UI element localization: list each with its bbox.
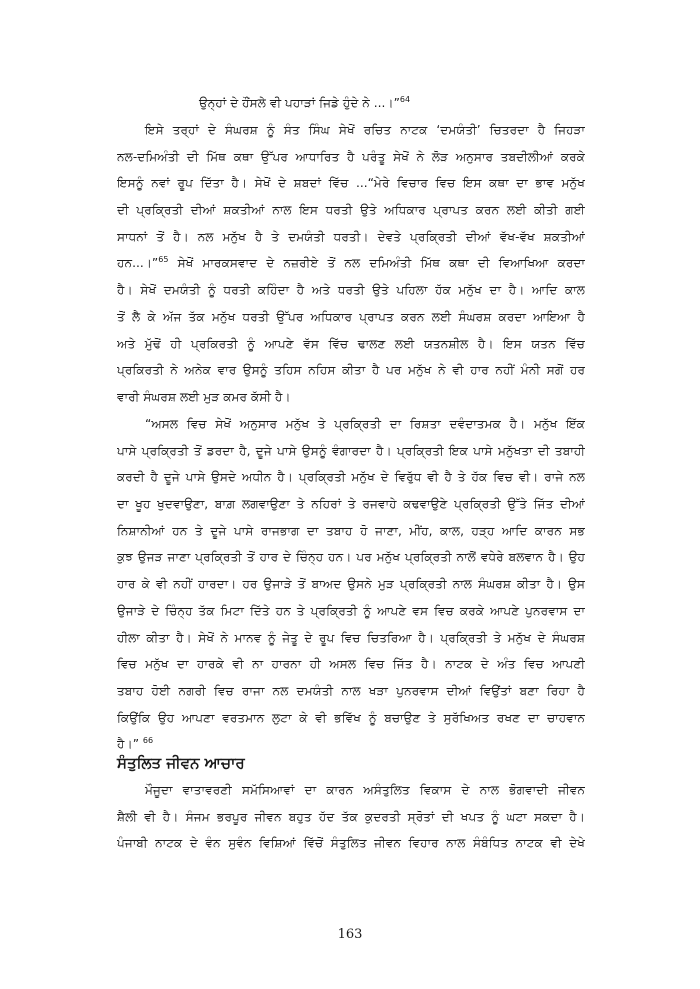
- paragraph-line: ਦੀ ਪ੍ਰਕ੍ਰਿਤੀ ਦੀਆਂ ਸ਼ਕਤੀਆਂ ਨਾਲ ਇਸ ਧਰਤੀ ਉਤੇ ਅਧਿਕਾਰ ਪ੍ਰਾਪਤ ਕਰਨ ਲਈ ਕੀਤੀ ਗਈ: [117, 203, 585, 218]
- paragraph-3: [117, 777, 585, 857]
- section-heading: ਸੰਤੁਲਿਤ ਜੀਵਨ ਆਚਾਰ: [117, 754, 245, 772]
- paragraph-line: ਸਾਧਨਾਂ ਤੋਂ ਹੈ। ਨਲ ਮਨੁੱਖ ਹੈ ਤੇ ਦਮਯੰਤੀ ਧਰਤੀ। ਦੇਵਤੇ ਪ੍ਰਕ੍ਰਿਤੀ ਦੀਆਂ ਵੱਖ-ਵੱਖ ਸ਼ਕਤੀਆਂ: [117, 229, 585, 244]
- paragraph-line: ਮੌਜੂਦਾ ਵਾਤਾਵਰਣੀ ਸਮੱਸਿਆਵਾਂ ਦਾ ਕਾਰਨ ਅਸੰਤੁਲਿਤ ਵਿਕਾਸ ਦੇ ਨਾਲ ਭੋਗਵਾਦੀ ਜੀਵਨ: [145, 783, 585, 797]
- paragraph-line: ਪੰਜਾਬੀ ਨਾਟਕ ਦੇ ਵੰਨ ਸੁਵੰਨ ਵਿਸ਼ਿਆਂ ਵਿੱਚੋਂ ਸੰਤੁਲਿਤ ਜੀਵਨ ਵਿਹਾਰ ਨਾਲ ਸੰਬੰਧਿਤ ਨਾਟਕ ਵੀ ਦੇਖੇ: [117, 836, 585, 851]
- paragraph-line: ਕਰਦੀ ਹੈ ਦੂਜੇ ਪਾਸੇ ਉਸਦੇ ਅਧੀਨ ਹੈ। ਪ੍ਰਕ੍ਰਿਤੀ ਮਨੁੱਖ ਦੇ ਵਿਰੁੱਧ ਵੀ ਹੈ ਤੇ ਹੱਕ ਵਿਚ ਵੀ। ਰਾਜੇ ਨਲ: [117, 470, 585, 485]
- paragraph-line: ਹਾਰ ਕੇ ਵੀ ਨਹੀਂ ਹਾਰਦਾ। ਹਰ ਉਜਾੜੇ ਤੋਂ ਬਾਅਦ ਉਸਨੇ ਮੁੜ ਪ੍ਰਕ੍ਰਿਤੀ ਨਾਲ ਸੰਘਰਸ਼ ਕੀਤਾ ਹੈ। ਉਸ: [117, 577, 585, 592]
- paragraph-line: ਤਬਾਹ ਹੋਈ ਨਗਰੀ ਵਿਚ ਰਾਜਾ ਨਲ ਦਮਯੰਤੀ ਨਾਲ ਖੜਾ ਪੁਨਰਵਾਸ ਦੀਆਂ ਵਿਉਂਤਾਂ ਬਣਾ ਰਿਹਾ ਹੈ: [117, 683, 585, 698]
- paragraph-line: ਪ੍ਰਕਿਰਤੀ ਨੇ ਅਨੇਕ ਵਾਰ ਉਸਨੂੰ ਤਹਿਸ ਨਹਿਸ ਕੀਤਾ ਹੈ ਪਰ ਮਨੁੱਖ ਨੇ ਵੀ ਹਾਰ ਨਹੀਂ ਮੰਨੀ ਸਗੋਂ ਹਰ: [117, 363, 585, 378]
- footnote-ref-66: 66: [142, 736, 154, 746]
- paragraph-line: ਵਿਚ ਮਨੁੱਖ ਦਾ ਹਾਰਕੇ ਵੀ ਨਾ ਹਾਰਨਾ ਹੀ ਅਸਲ ਵਿਚ ਜਿੱਤ ਹੈ। ਨਾਟਕ ਦੇ ਅੰਤ ਵਿਚ ਆਪਣੀ: [117, 657, 585, 672]
- paragraph-line: ਦਾ ਖੂਹ ਖੁਦਵਾਉਣਾ, ਬਾਗ਼ ਲਗਵਾਉਣਾ ਤੇ ਨਹਿਰਾਂ ਤੇ ਰਜਵਾਹੇ ਕਢਵਾਉਣੇ ਪ੍ਰਕ੍ਰਿਤੀ ਉੱਤੇ ਜਿੱਤ ਦੀਆਂ: [117, 497, 585, 512]
- paragraph-line: ਪਾਸੇ ਪ੍ਰਕ੍ਰਿਤੀ ਤੋਂ ਡਰਦਾ ਹੈ, ਦੂਜੇ ਪਾਸੇ ਉਸਨੂੰ ਵੰਗਾਰਦਾ ਹੈ। ਪ੍ਰਕ੍ਰਿਤੀ ਇਕ ਪਾਸੇ ਮਨੁੱਖਤਾ ਦੀ ਤਬਾਹੀ: [117, 443, 585, 458]
- quote-block: [117, 90, 585, 117]
- paragraph-line: ਹੈ।” $^{66}$: [117, 736, 154, 752]
- paragraph-line: ਤੋਂ ਲੈ ਕੇ ਅੱਜ ਤੱਕ ਮਨੁੱਖ ਧਰਤੀ ਉੱਪਰ ਅਧਿਕਾਰ ਪ੍ਰਾਪਤ ਕਰਨ ਲਈ ਸੰਘਰਸ਼ ਕਰਦਾ ਆਇਆ ਹੈ: [117, 309, 585, 324]
- paragraph-line: ਨਲ-ਦਮਿਅੰਤੀ ਦੀ ਮਿੱਥ ਕਥਾ ਉੱਪਰ ਆਧਾਰਿਤ ਹੈ ਪਰੰਤੂ ਸੇਖੋਂ ਨੇ ਲੋੜ ਅਨੁਸਾਰ ਤਬਦੀਲੀਆਂ ਕਰਕੇ: [117, 149, 585, 164]
- paragraph-line: ਸ਼ੈਲੀ ਵੀ ਹੈ। ਸੰਜਮ ਭਰਪੂਰ ਜੀਵਨ ਬਹੁਤ ਹੱਦ ਤੱਕ ਕੁਦਰਤੀ ਸ੍ਰੋਤਾਂ ਦੀ ਖਪਤ ਨੂੰ ਘਟਾ ਸਕਦਾ ਹੈ।: [117, 809, 585, 824]
- paragraph-1: [117, 117, 585, 411]
- paragraph-line: ਇਸੇ ਤਰ੍ਹਾਂ ਦੇ ਸੰਘਰਸ਼ ਨੂੰ ਸੰਤ ਸਿੰਘ ਸੇਖੋਂ ਰਚਿਤ ਨਾਟਕ ‘ਦਮਯੰਤੀ’ ਚਿਤਰਦਾ ਹੈ ਜਿਹੜਾ: [145, 123, 585, 137]
- paragraph-line: ਹੈ। ਸੇਖੋਂ ਦਮਯੰਤੀ ਨੂੰ ਧਰਤੀ ਕਹਿੰਦਾ ਹੈ ਅਤੇ ਧਰਤੀ ਉਤੇ ਪਹਿਲਾ ਹੱਕ ਮਨੁੱਖ ਦਾ ਹੈ। ਆਦਿ ਕਾਲ: [117, 283, 585, 298]
- paragraph-line: ਨਿਸ਼ਾਨੀਆਂ ਹਨ ਤੇ ਦੂਜੇ ਪਾਸੇ ਰਾਜਭਾਗ ਦਾ ਤਬਾਹ ਹੋ ਜਾਣਾ, ਮੀਂਹ, ਕਾਲ, ਹੜ੍ਹ ਆਦਿ ਕਾਰਨ ਸਭ: [117, 523, 585, 538]
- paragraph-line: ਹਨ...।”$^{65}$ ਸੇਖੋਂ ਮਾਰਕਸਵਾਦ ਦੇ ਨਜ਼ਰੀਏ ਤੋਂ ਨਲ ਦਮਿਅੰਤੀ ਮਿੱਥ ਕਥਾ ਦੀ ਵਿਆਖਿਆ ਕਰਦਾ: [117, 255, 585, 271]
- paragraph-line: ਕੁਝ ਉਜੜ ਜਾਣਾ ਪ੍ਰਕ੍ਰਿਤੀ ਤੋਂ ਹਾਰ ਦੇ ਚਿੰਨ੍ਹ ਹਨ। ਪਰ ਮਨੁੱਖ ਪ੍ਰਕ੍ਰਿਤੀ ਨਾਲੋਂ ਵਧੇਰੇ ਬਲਵਾਨ ਹੈ। ਉਹ: [117, 550, 585, 565]
- footnote-ref-64: 64: [399, 94, 411, 104]
- footnote-ref-65: 65: [158, 255, 169, 265]
- quote-line: ਉਨ੍ਹਾਂ ਦੇ ਹੌਂਸਲੇ ਵੀ ਪਹਾੜਾਂ ਜਿਡੇ ਹੁੰਦੇ ਨੇ ...।”$^{64}$: [199, 94, 411, 110]
- paragraph-line: ਇਸਨੂੰ ਨਵਾਂ ਰੂਪ ਦਿੱਤਾ ਹੈ। ਸੇਖੋਂ ਦੇ ਸ਼ਬਦਾਂ ਵਿੱਚ ...“ਮੇਰੇ ਵਿਚਾਰ ਵਿਚ ਇਸ ਕਥਾ ਦਾ ਭਾਵ ਮਨੁੱਖ: [117, 176, 585, 191]
- paragraph-line: ਕਿਉਂਕਿ ਉਹ ਆਪਣਾ ਵਰਤਮਾਨ ਲੁਟਾ ਕੇ ਵੀ ਭਵਿੱਖ ਨੂੰ ਬਚਾਉਣ ਤੇ ਸੁਰੱਖਿਅਤ ਰਖਣ ਦਾ ਚਾਹਵਾਨ: [117, 710, 585, 725]
- paragraph-2-quote: [117, 411, 585, 758]
- paragraph-line: ਅਤੇ ਮੁੱਢੋਂ ਹੀ ਪ੍ਰਕਿਰਤੀ ਨੂੰ ਆਪਣੇ ਵੱਸ ਵਿੱਚ ਢਾਲਣ ਲਈ ਯਤਨਸ਼ੀਲ ਹੈ। ਇਸ ਯਤਨ ਵਿੱਚ: [117, 336, 585, 351]
- paragraph-line: ਹੀਲਾ ਕੀਤਾ ਹੈ। ਸੇਖੋਂ ਨੇ ਮਾਨਵ ਨੂੰ ਜੇਤੂ ਦੇ ਰੂਪ ਵਿਚ ਚਿਤਰਿਆ ਹੈ। ਪ੍ਰਕ੍ਰਿਤੀ ਤੇ ਮਨੁੱਖ ਦੇ ਸੰਘਰਸ਼: [117, 630, 585, 645]
- page-number: 163: [337, 927, 363, 942]
- paragraph-line: ਵਾਰੀ ਸੰਘਰਸ਼ ਲਈ ਮੁੜ ਕਮਰ ਕੱਸੀ ਹੈ।: [117, 389, 291, 404]
- paragraph-line: ਉਜਾੜੇ ਦੇ ਚਿੰਨ੍ਹ ਤੱਕ ਮਿਟਾ ਦਿੱਤੇ ਹਨ ਤੇ ਪ੍ਰਕ੍ਰਿਤੀ ਨੂੰ ਆਪਣੇ ਵਸ ਵਿਚ ਕਰਕੇ ਆਪਣੇ ਪੁਨਰਵਾਸ ਦਾ: [117, 603, 585, 618]
- paragraph-line: “ਅਸਲ ਵਿਚ ਸੇਖੋਂ ਅਨੁਸਾਰ ਮਨੁੱਖ ਤੇ ਪ੍ਰਕ੍ਰਿਤੀ ਦਾ ਰਿਸ਼ਤਾ ਦਵੰਦਾਤਮਕ ਹੈ। ਮਨੁੱਖ ਇੱਕ: [145, 417, 585, 431]
